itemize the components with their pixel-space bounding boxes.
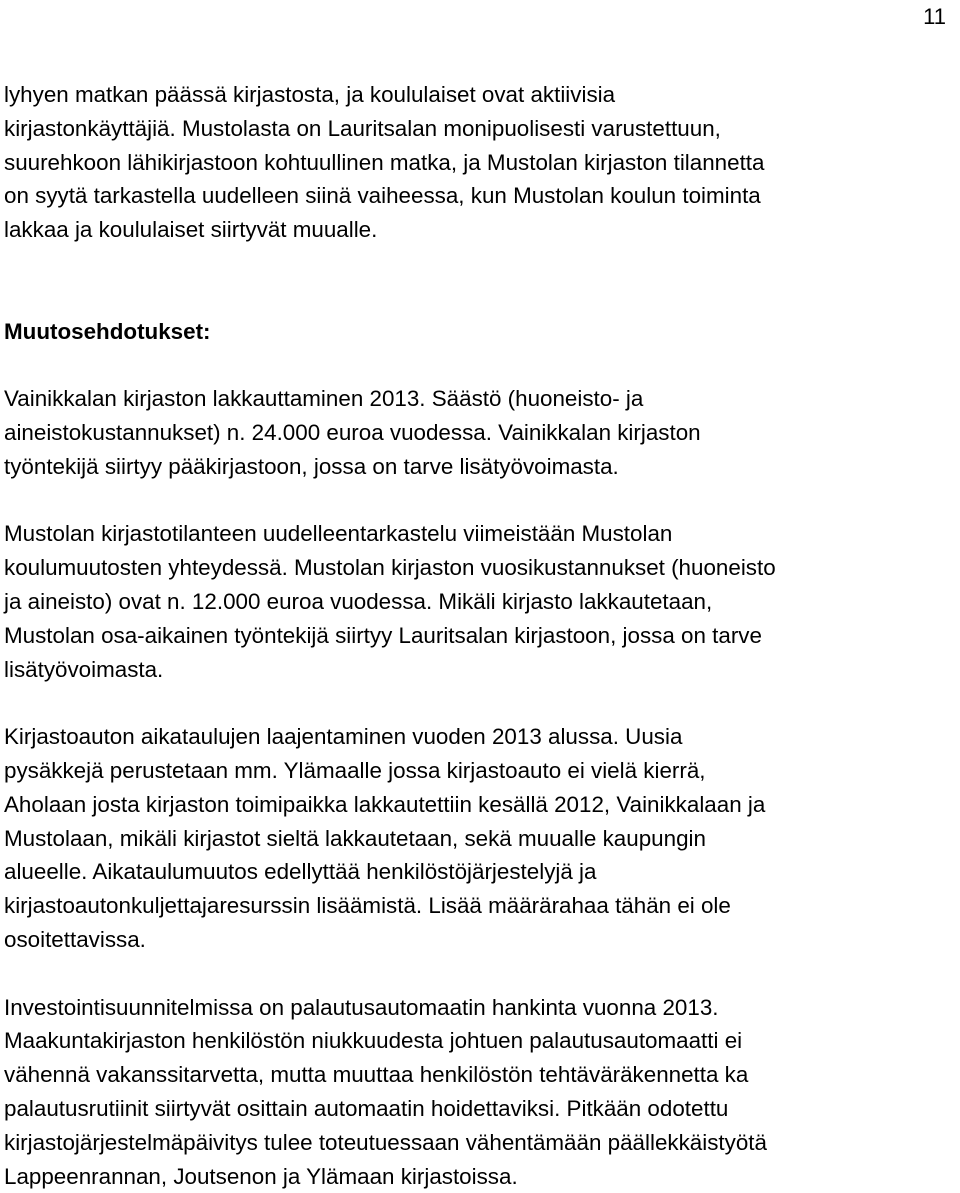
paragraph-mustola: Mustolan kirjastotilanteen uudelleentarkastelu viimeistään Mustolan koulumuutosten yhteydessä. Mustolan kirjaston vuosikustannukset (huoneisto ja aineisto) ovat n. 12.000 euroa vuodessa. Mikäli kirjasto lakkautetaan, Mustolan osa-aikainen työntekijä siirtyy Lauritsalan kirjastoon, jossa on tarve lisätyövoimasta.	[4, 521, 776, 682]
spacer	[4, 348, 952, 382]
intro-paragraph: lyhyen matkan päässä kirjastosta, ja koululaiset ovat aktiivisia kirjastonkäyttäjiä. Mustolasta on Lauritsalan monipuolisesti varustettuun, suurehkoon lähikirjastoon kohtuullinen matka, ja Mustolan kirjaston tilannetta on syytä tarkastella uudelleen siinä vaiheessa, kun Mustolan koulun toiminta lakkaa ja koululaiset siirtyvät muualle.	[4, 82, 765, 243]
spacer	[4, 247, 952, 315]
paragraph-kirjastoauto: Kirjastoauton aikataulujen laajentaminen vuoden 2013 alussa. Uusia pysäkkejä perustetaan mm. Ylämaalle jossa kirjastoauto ei vielä kierrä, Aholaan josta kirjaston toimipaikka lakkautettiin kesällä 2012, Vainikkalaan ja Mustolaan, mikäli kirjastot sieltä lakkautetaan, sekä muualle kaupungin alueelle. Aikataulumuutos edellyttää henkilöstöjärjestelyjä ja kirjastoautonkuljettajaresurssin lisäämistä. Lisää määrärahaa tähän ei ole osoitettavissa.	[4, 724, 766, 952]
spacer	[4, 484, 952, 518]
spacer	[4, 686, 952, 720]
spacer	[4, 957, 952, 991]
section-heading: Muutosehdotukset:	[4, 318, 211, 344]
page-number: 11	[923, 4, 946, 29]
paragraph-vainikkala: Vainikkalan kirjaston lakkauttaminen 2013. Säästö (huoneisto- ja aineistokustannukset) n. 24.000 euroa vuodessa. Vainikkalan kirjaston työntekijä siirtyy pääkirjastoon, jossa on tarve lisätyövoimasta.	[4, 386, 701, 479]
document-body	[4, 78, 952, 1193]
paragraph-investoinnit: Investointisuunnitelmissa on palautusautomaatin hankinta vuonna 2013. Maakuntakirjaston henkilöstön niukkuudesta johtuen palautusautomaatti ei vähennä vakanssitarvetta, mutta muuttaa henkilöstön tehtäväräkennetta ka palautusrutiinit siirtyvät osittain automaatin hoidettaviksi. Pitkään odotettu kirjastojärjestelmäpäivitys tulee toteutuessaan vähentämään päällekkäistyötä Lappeenrannan, Joutsenon ja Ylämaan kirjastoissa.	[4, 994, 767, 1189]
